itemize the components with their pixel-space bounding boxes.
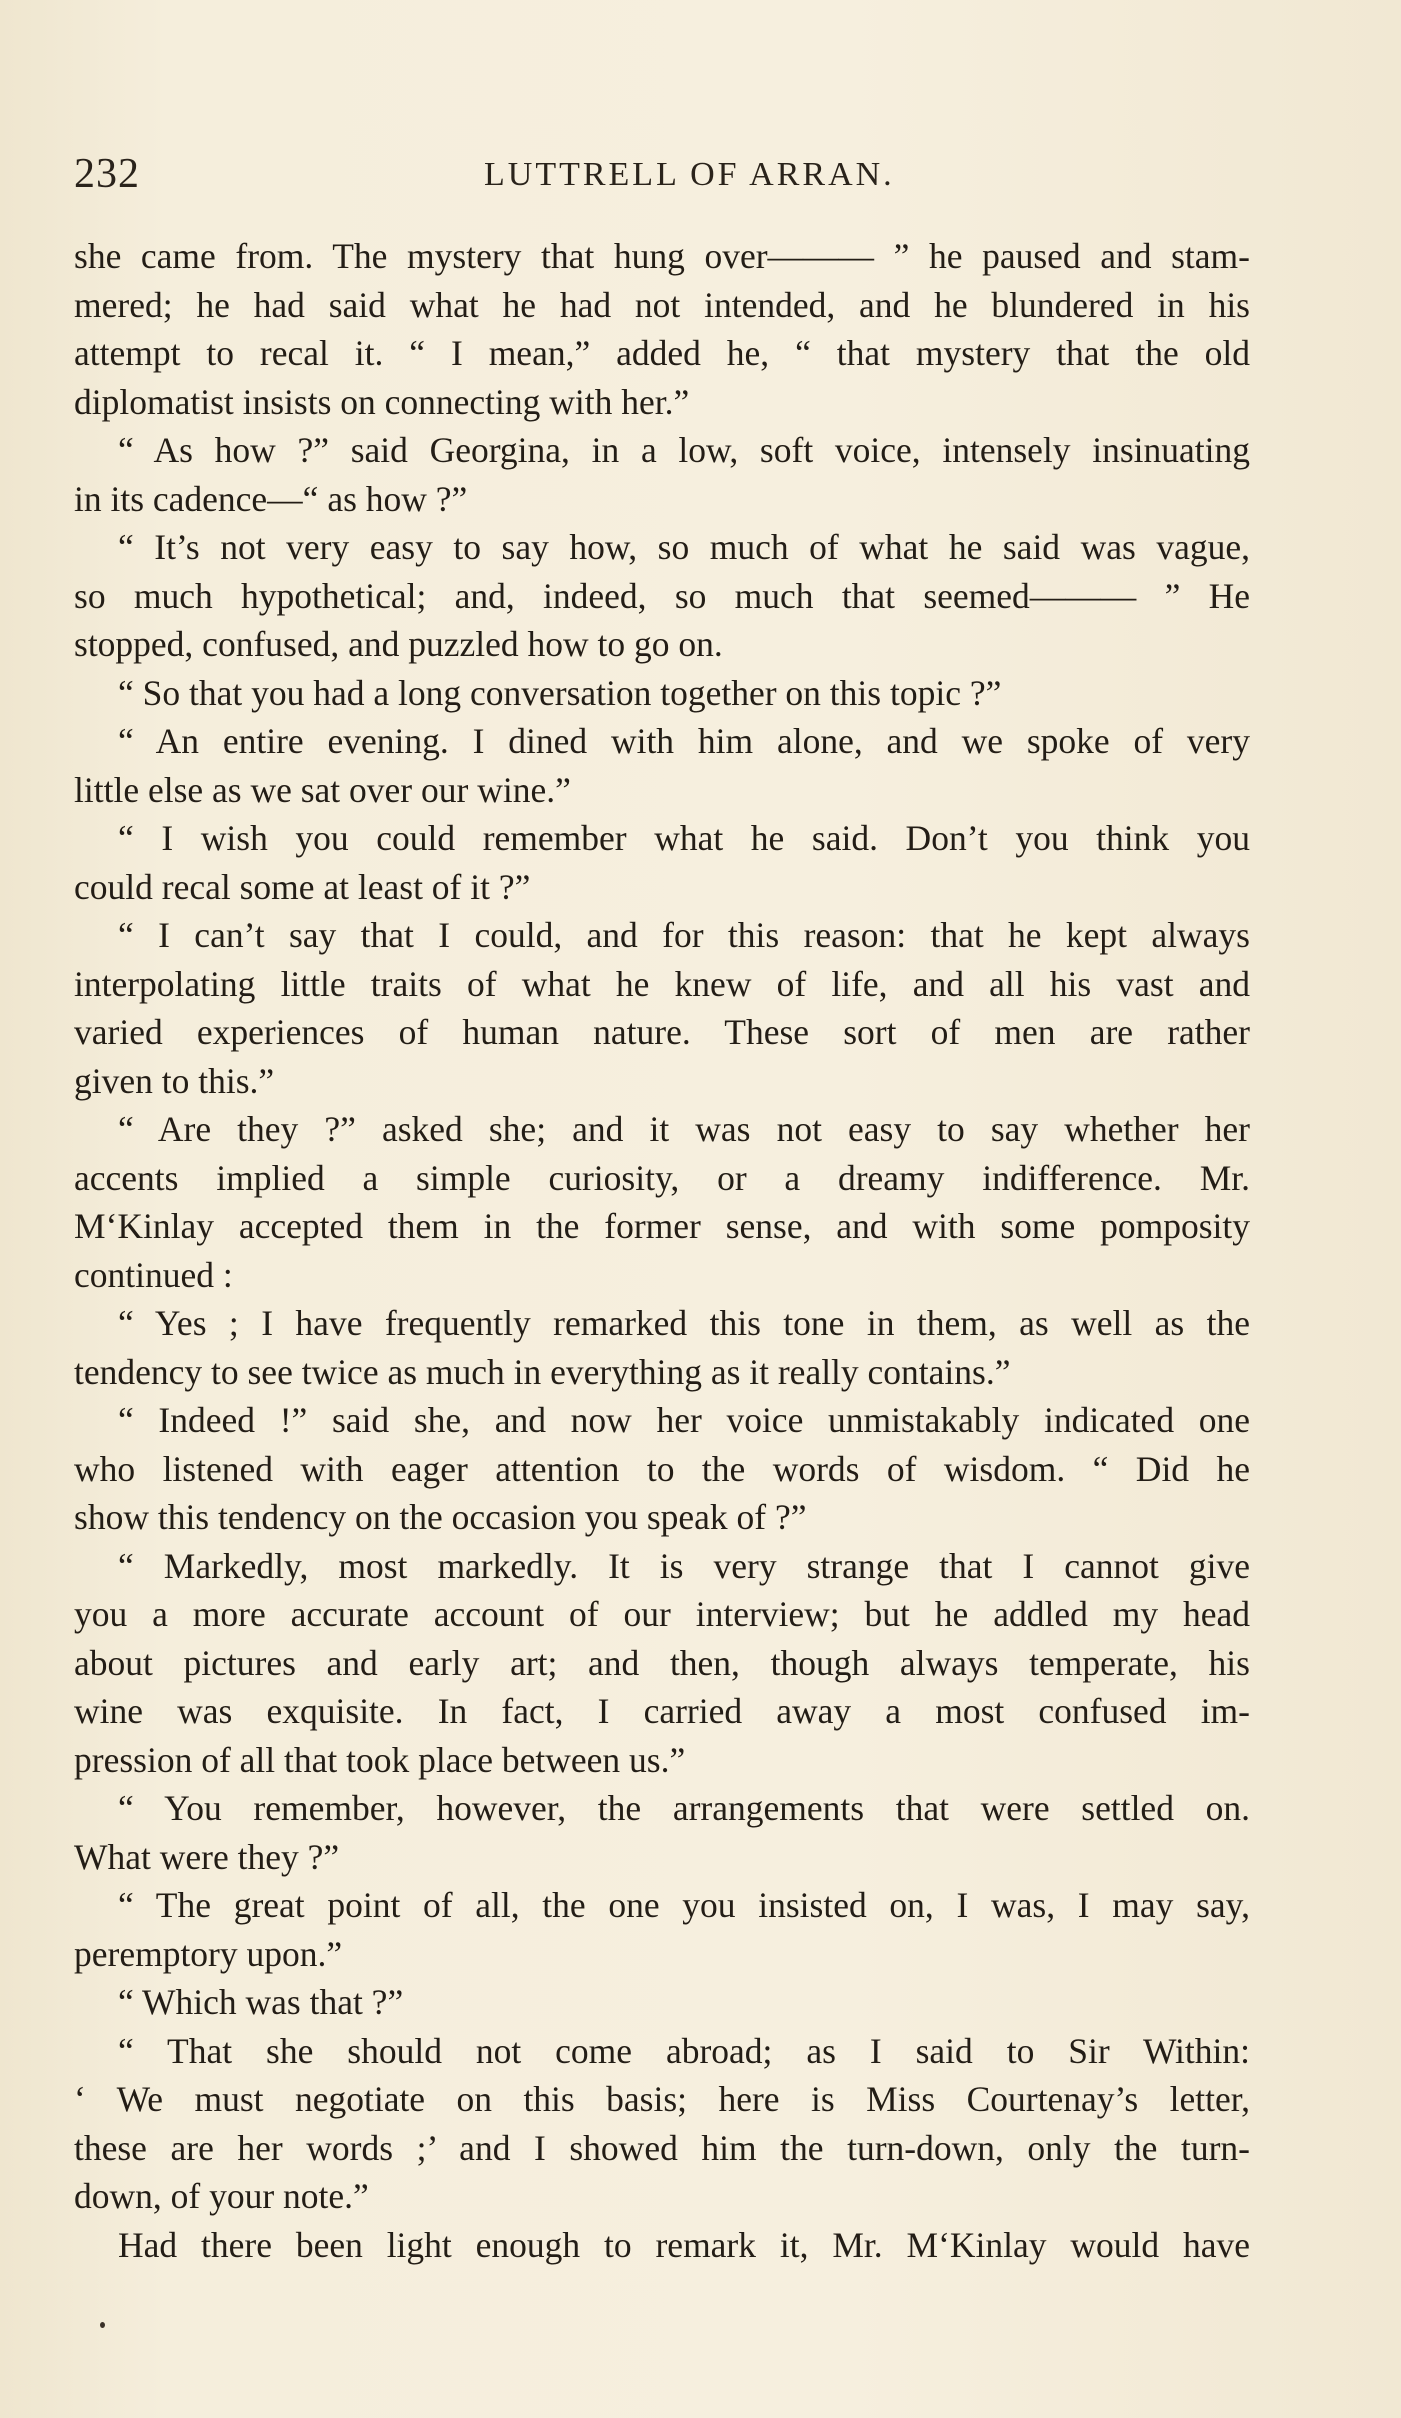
text-line: mered; he had said what he had not intended, and he blundered in his [74,284,1250,325]
text-line: interpolating little traits of what he knew of life, and all his vast and [74,963,1250,1004]
text-line: “ That she should not come abroad; as I said to Sir Within: [118,2030,1250,2071]
text-line: pression of all that took place between us.” [74,1739,686,1780]
text-line: you a more accurate account of our interview; but he addled my head [74,1594,1250,1634]
text-line: What were they ?” [74,1836,340,1877]
text-line: M‘Kinlay accepted them in the former sense, and with some pomposity [74,1206,1250,1246]
text-line: attempt to recal it. “ I mean,” added he, “ that mystery that the old [74,333,1250,373]
text-line: given to this.” [74,1060,275,1101]
text-line: show this tendency on the occasion you speak of ?” [74,1497,807,1537]
text-line: “ Indeed !” said she, and now her voice unmistakably indicated one [118,1400,1250,1440]
ink-speck [100,2322,105,2328]
text-line: “ An entire evening. I dined with him alone, and we spoke of very [118,721,1250,761]
text-line: who listened with eager attention to the words of wisdom. “ Did he [74,1448,1250,1489]
text-line: accents implied a simple curiosity, or a dreamy indifference. Mr. [74,1157,1250,1198]
text-line: Had there been light enough to remark it, Mr. M‘Kinlay would have [118,2224,1250,2265]
text-line: diplomatist insists on connecting with her.” [74,381,690,422]
text-line: “ As how ?” said Georgina, in a low, soft voice, intensely insinuating [118,430,1250,470]
text-line: in its cadence—“ as how ?” [74,478,468,519]
text-line: little else as we sat over our wine.” [74,769,571,810]
text-line: continued : [74,1254,233,1295]
text-line: about pictures and early art; and then, though always temperate, his [74,1642,1250,1683]
text-line: “ Markedly, most markedly. It is very strange that I cannot give [118,1545,1250,1586]
text-line: “ Which was that ?” [118,1982,404,2022]
text-line: so much hypothetical; and, indeed, so much that seemed——— ” He [74,575,1250,616]
text-line: “ The great point of all, the one you insisted on, I was, I may say, [118,1885,1250,1925]
text-line: ‘ We must negotiate on this basis; here is Miss Courtenay’s letter, [74,2079,1250,2119]
page-number: 232 [74,151,140,197]
text-line: stopped, confused, and puzzled how to go on. [74,624,723,664]
text-line: “ Yes ; I have frequently remarked this tone in them, as well as the [118,1303,1250,1343]
body-text [74,232,1250,2269]
text-line: wine was exquisite. In fact, I carried away a most confused im- [74,1691,1250,1731]
text-line: “ I can’t say that I could, and for this reason: that he kept always [118,915,1250,955]
text-line: tendency to see twice as much in everything as it really contains.” [74,1351,1011,1392]
running-head: LUTTRELL OF ARRAN. [484,156,895,193]
text-line: varied experiences of human nature. These sort of men are rather [74,1012,1250,1052]
page-header [74,150,1274,210]
text-line: these are her words ;’ and I showed him the turn-down, only the turn- [74,2127,1250,2168]
text-line: she came from. The mystery that hung over——— ” he paused and stam- [74,236,1250,276]
text-line: down, of your note.” [74,2176,369,2216]
text-line: peremptory upon.” [74,1933,343,1974]
text-line: “ You remember, however, the arrangements that were settled on. [118,1788,1250,1828]
text-line: could recal some at least of it ?” [74,866,531,907]
text-line: “ So that you had a long conversation together on this topic ?” [118,672,1002,713]
text-line: “ It’s not very easy to say how, so much of what he said was vague, [118,527,1250,567]
text-line: “ Are they ?” asked she; and it was not easy to say whether her [118,1109,1250,1149]
text-line: “ I wish you could remember what he said. Don’t you think you [118,818,1250,858]
